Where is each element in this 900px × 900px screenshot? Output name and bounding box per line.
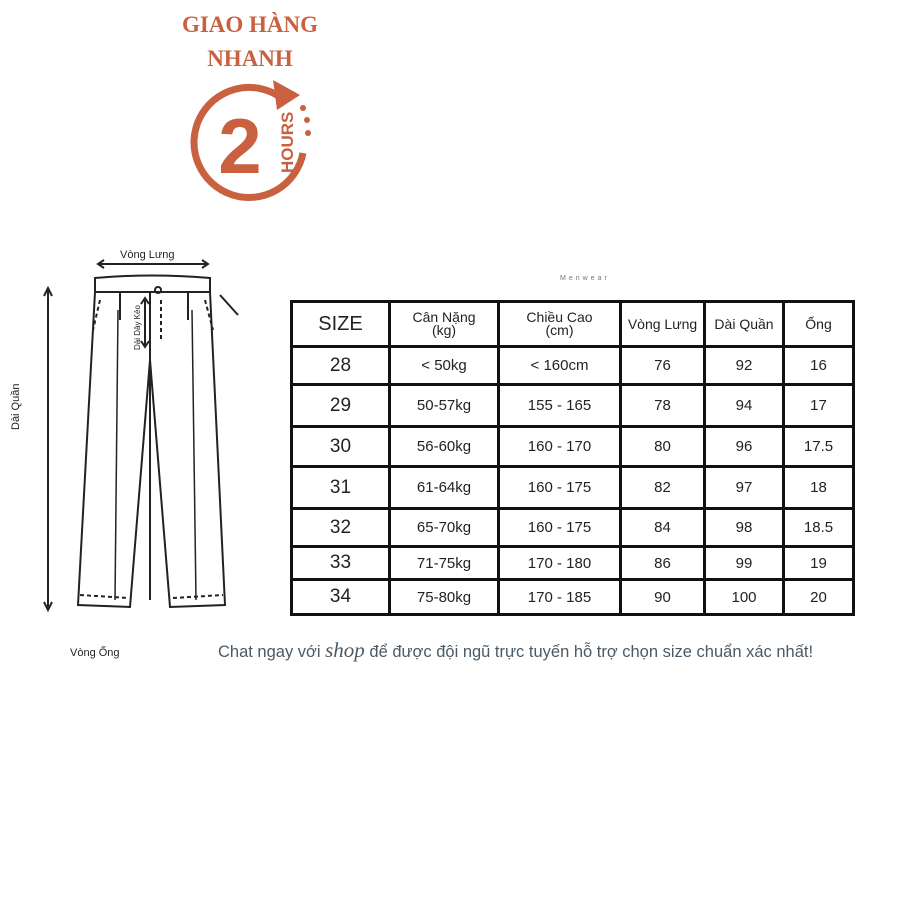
- table-cell: 33: [292, 547, 390, 580]
- table-cell: 97: [705, 467, 784, 509]
- waist-label: Vòng Lưng: [120, 249, 175, 261]
- table-cell: 98: [705, 509, 784, 547]
- zipper-label: Dài Dây Kéo: [133, 305, 142, 350]
- header-hem: [784, 302, 854, 347]
- table-row: [292, 580, 854, 615]
- header-weight: [390, 302, 499, 347]
- table-cell: 155 - 165: [499, 385, 621, 427]
- note-text: để được đội ngũ trực tuyến hỗ trợ chọn size chuẩn xác nhất!: [364, 643, 814, 661]
- table-cell: 56-60kg: [390, 427, 499, 467]
- logo-unit: HOURS: [278, 111, 297, 173]
- table-cell: 170 - 185: [499, 580, 621, 615]
- table-cell: 50-57kg: [390, 385, 499, 427]
- header-text: Dài Quần: [714, 315, 774, 332]
- table-cell: 94: [705, 385, 784, 427]
- header-text: Ống: [805, 315, 832, 332]
- table-cell: 65-70kg: [390, 509, 499, 547]
- table-cell: 99: [705, 547, 784, 580]
- table-cell: 28: [292, 347, 390, 385]
- header-height: [499, 302, 621, 347]
- table-cell: 20: [784, 580, 854, 615]
- table-cell: 34: [292, 580, 390, 615]
- table-cell: 17: [784, 385, 854, 427]
- table-row: [292, 427, 854, 467]
- logo-number: 2: [218, 102, 262, 190]
- size-table: [290, 300, 855, 616]
- table-cell: 84: [621, 509, 705, 547]
- table-row: [292, 547, 854, 580]
- logo-line1: GIAO HÀNG: [181, 12, 319, 37]
- table-cell: 78: [621, 385, 705, 427]
- table-cell: 160 - 175: [499, 467, 621, 509]
- table-cell: < 160cm: [499, 347, 621, 385]
- header-size: [292, 302, 390, 347]
- table-cell: 19: [784, 547, 854, 580]
- table-cell: 18.5: [784, 509, 854, 547]
- table-row: [292, 467, 854, 509]
- table-cell: 32: [292, 509, 390, 547]
- table-row: [292, 509, 854, 547]
- table-cell: 30: [292, 427, 390, 467]
- table-cell: 92: [705, 347, 784, 385]
- table-header-row: [292, 302, 854, 347]
- table-cell: 18: [784, 467, 854, 509]
- table-row: [292, 347, 854, 385]
- header-text: SIZE: [318, 312, 363, 335]
- table-cell: 86: [621, 547, 705, 580]
- table-cell: 31: [292, 467, 390, 509]
- hem-label: Vòng Ống: [70, 647, 120, 659]
- table-cell: 96: [705, 427, 784, 467]
- header-length: [705, 302, 784, 347]
- header-text: Cân Nặng: [412, 309, 476, 325]
- table-cell: 17.5: [784, 427, 854, 467]
- note-shop: shop: [325, 638, 365, 662]
- header-text: Vòng Lưng: [627, 315, 698, 332]
- table-cell: 100: [705, 580, 784, 615]
- table-cell: 76: [621, 347, 705, 385]
- logo-line2: NHANH: [207, 46, 293, 71]
- table-cell: 82: [621, 467, 705, 509]
- table-cell: 160 - 170: [499, 427, 621, 467]
- table-cell: 16: [784, 347, 854, 385]
- table-cell: 71-75kg: [390, 547, 499, 580]
- length-label: Dài Quần: [10, 383, 22, 430]
- table-cell: < 50kg: [390, 347, 499, 385]
- table-cell: 170 - 180: [499, 547, 621, 580]
- table-row: [292, 385, 854, 427]
- header-waist: [621, 302, 705, 347]
- table-cell: 80: [621, 427, 705, 467]
- table-cell: 90: [621, 580, 705, 615]
- table-cell: 75-80kg: [390, 580, 499, 615]
- brand-label: Menwear: [560, 275, 610, 282]
- header-unit: (cm): [545, 322, 574, 338]
- header-unit: (kg): [431, 322, 457, 338]
- two-hours-clock-icon: [185, 75, 315, 205]
- pants-diagram: [20, 240, 260, 620]
- note-text: Chat ngay với: [218, 643, 326, 661]
- table-cell: 61-64kg: [390, 467, 499, 509]
- chat-note: [218, 638, 813, 663]
- table-cell: 29: [292, 385, 390, 427]
- header-text: Chiều Cao: [526, 309, 593, 325]
- table-cell: 160 - 175: [499, 509, 621, 547]
